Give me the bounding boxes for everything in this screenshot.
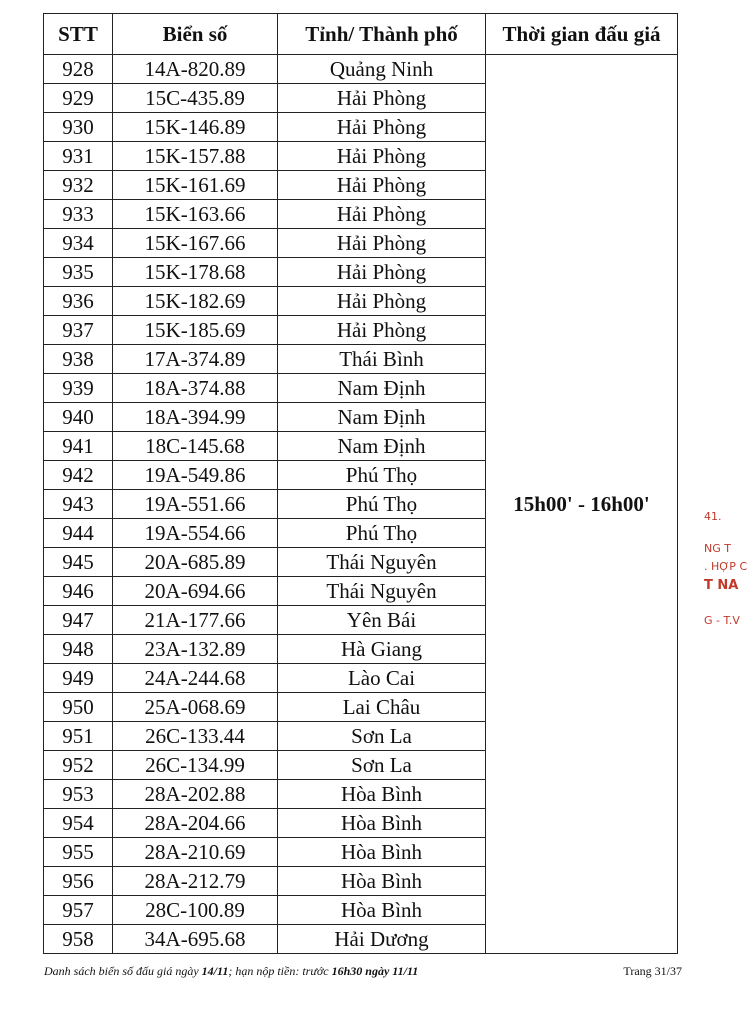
cell-stt: 949 [44, 664, 113, 693]
cell-province: Yên Bái [278, 606, 486, 635]
cell-stt: 944 [44, 519, 113, 548]
cell-plate: 18C-145.68 [113, 432, 278, 461]
cell-stt: 945 [44, 548, 113, 577]
cell-province: Thái Nguyên [278, 548, 486, 577]
stamp-fragment: . HỢP C [704, 560, 747, 573]
cell-province: Hải Phòng [278, 287, 486, 316]
cell-plate: 19A-551.66 [113, 490, 278, 519]
cell-stt: 953 [44, 780, 113, 809]
cell-province: Sơn La [278, 751, 486, 780]
cell-stt: 950 [44, 693, 113, 722]
cell-stt: 947 [44, 606, 113, 635]
cell-stt: 942 [44, 461, 113, 490]
header-province: Tỉnh/ Thành phố [278, 14, 486, 55]
cell-stt: 937 [44, 316, 113, 345]
cell-stt: 943 [44, 490, 113, 519]
cell-province: Hòa Bình [278, 896, 486, 925]
cell-stt: 930 [44, 113, 113, 142]
cell-plate: 15K-161.69 [113, 171, 278, 200]
cell-stt: 936 [44, 287, 113, 316]
cell-stt: 940 [44, 403, 113, 432]
cell-plate: 21A-177.66 [113, 606, 278, 635]
cell-province: Hòa Bình [278, 867, 486, 896]
stamp-fragment: 41. [704, 510, 722, 523]
cell-plate: 15K-146.89 [113, 113, 278, 142]
cell-province: Hà Giang [278, 635, 486, 664]
cell-plate: 15K-163.66 [113, 200, 278, 229]
cell-province: Hòa Bình [278, 809, 486, 838]
header-stt: STT [44, 14, 113, 55]
cell-province: Hải Phòng [278, 113, 486, 142]
cell-plate: 15K-178.68 [113, 258, 278, 287]
cell-plate: 23A-132.89 [113, 635, 278, 664]
cell-plate: 20A-694.66 [113, 577, 278, 606]
cell-province: Phú Thọ [278, 490, 486, 519]
cell-plate: 18A-374.88 [113, 374, 278, 403]
cell-stt: 928 [44, 55, 113, 84]
cell-province: Nam Định [278, 403, 486, 432]
cell-province: Hải Phòng [278, 171, 486, 200]
stamp-fragment: NG T [704, 542, 731, 555]
cell-plate: 34A-695.68 [113, 925, 278, 954]
cell-plate: 15K-185.69 [113, 316, 278, 345]
cell-plate: 19A-549.86 [113, 461, 278, 490]
cell-stt: 933 [44, 200, 113, 229]
cell-plate: 17A-374.89 [113, 345, 278, 374]
cell-stt: 935 [44, 258, 113, 287]
plates-table [43, 13, 678, 954]
cell-plate: 28C-100.89 [113, 896, 278, 925]
cell-province: Lào Cai [278, 664, 486, 693]
cell-stt: 934 [44, 229, 113, 258]
cell-stt: 931 [44, 142, 113, 171]
cell-stt: 952 [44, 751, 113, 780]
cell-stt: 958 [44, 925, 113, 954]
footer-prefix: Danh sách biển số đấu giá ngày [44, 964, 202, 978]
cell-stt: 938 [44, 345, 113, 374]
red-stamp [700, 500, 747, 650]
page-number: Trang 31/37 [623, 964, 682, 978]
footer-caption [44, 964, 418, 979]
cell-province: Phú Thọ [278, 461, 486, 490]
cell-plate: 15K-182.69 [113, 287, 278, 316]
cell-province: Hòa Bình [278, 838, 486, 867]
cell-stt: 957 [44, 896, 113, 925]
footer-date: 14/11 [201, 964, 229, 978]
header-plate: Biển số [113, 14, 278, 55]
cell-province: Phú Thọ [278, 519, 486, 548]
cell-plate: 25A-068.69 [113, 693, 278, 722]
cell-plate: 26C-133.44 [113, 722, 278, 751]
cell-stt: 932 [44, 171, 113, 200]
cell-province: Hải Dương [278, 925, 486, 954]
cell-plate: 14A-820.89 [113, 55, 278, 84]
table-header-row [44, 14, 678, 55]
cell-plate: 20A-685.89 [113, 548, 278, 577]
cell-province: Nam Định [278, 374, 486, 403]
cell-plate: 19A-554.66 [113, 519, 278, 548]
cell-stt: 939 [44, 374, 113, 403]
cell-plate: 15K-157.88 [113, 142, 278, 171]
cell-stt: 946 [44, 577, 113, 606]
cell-plate: 28A-204.66 [113, 809, 278, 838]
stamp-fragment: T NA [704, 578, 739, 593]
cell-plate: 24A-244.68 [113, 664, 278, 693]
cell-plate: 18A-394.99 [113, 403, 278, 432]
cell-province: Thái Bình [278, 345, 486, 374]
cell-stt: 929 [44, 84, 113, 113]
cell-stt: 948 [44, 635, 113, 664]
cell-stt: 954 [44, 809, 113, 838]
auction-time-cell: 15h00' - 16h00' [486, 55, 678, 954]
cell-plate: 28A-212.79 [113, 867, 278, 896]
footer-middle: ; hạn nộp tiền: trước [228, 964, 332, 978]
cell-province: Nam Định [278, 432, 486, 461]
header-auction-time: Thời gian đấu giá [486, 14, 678, 55]
cell-stt: 941 [44, 432, 113, 461]
table-row [44, 55, 678, 84]
cell-province: Quảng Ninh [278, 55, 486, 84]
cell-province: Hải Phòng [278, 142, 486, 171]
cell-province: Thái Nguyên [278, 577, 486, 606]
cell-stt: 951 [44, 722, 113, 751]
cell-plate: 28A-202.88 [113, 780, 278, 809]
cell-plate: 28A-210.69 [113, 838, 278, 867]
cell-province: Hải Phòng [278, 258, 486, 287]
cell-plate: 26C-134.99 [113, 751, 278, 780]
page-footer [44, 964, 682, 979]
cell-plate: 15K-167.66 [113, 229, 278, 258]
cell-province: Hải Phòng [278, 316, 486, 345]
footer-deadline: 16h30 ngày 11/11 [331, 964, 419, 978]
stamp-fragment: G - T.V [704, 614, 740, 627]
cell-stt: 956 [44, 867, 113, 896]
cell-plate: 15C-435.89 [113, 84, 278, 113]
cell-province: Hải Phòng [278, 229, 486, 258]
cell-province: Hải Phòng [278, 84, 486, 113]
cell-stt: 955 [44, 838, 113, 867]
cell-province: Hải Phòng [278, 200, 486, 229]
cell-province: Hòa Bình [278, 780, 486, 809]
cell-province: Sơn La [278, 722, 486, 751]
cell-province: Lai Châu [278, 693, 486, 722]
